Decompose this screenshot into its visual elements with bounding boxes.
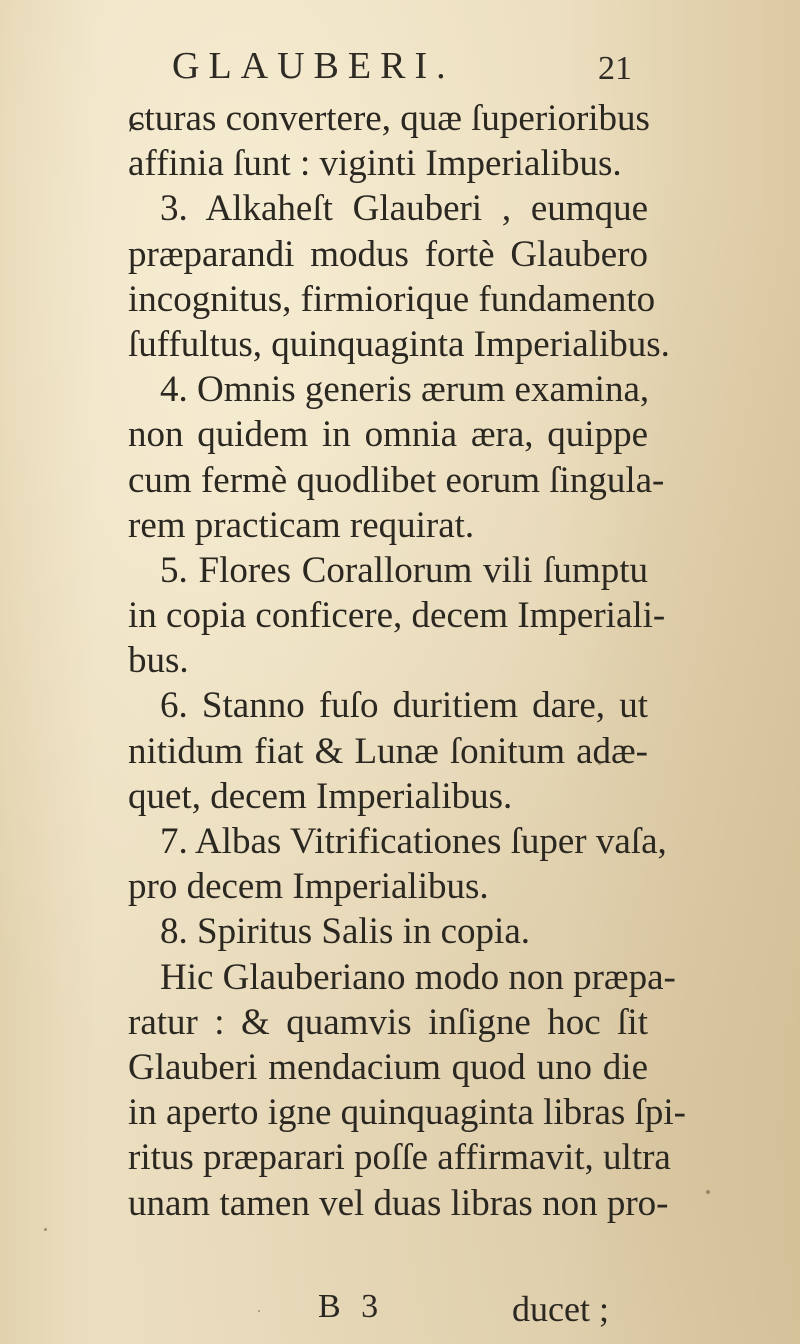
text-line: ritus præparari poſſe affirmavit, ultra	[128, 1137, 671, 1179]
text-line: cum fermè quodlibet eorum ſingula-	[128, 459, 665, 501]
text-line: Glauberi mendacium quod uno die	[128, 1046, 648, 1088]
catchword: ducet ;	[512, 1289, 609, 1329]
text-line: Hic Glauberiano modo non præpa-	[160, 956, 676, 998]
text-line: unam tamen vel duas libras non pro-	[128, 1182, 669, 1224]
text-line: ſuffultus, quinquaginta Imperialibus.	[128, 323, 670, 365]
text-line: nitidum fiat & Lunæ ſonitum adæ-	[128, 730, 648, 772]
text-line: quet, decem Imperialibus.	[128, 775, 513, 817]
text-line: in copia conficere, decem Imperiali-	[128, 595, 666, 637]
text-line: non quidem in omnia æra, quippe	[128, 414, 648, 456]
text-line: ratur : & quamvis inſigne hoc ſit	[128, 1001, 648, 1043]
page-number: 21	[598, 50, 632, 87]
page-footer	[0, 1288, 800, 1336]
text-line: rem practicam requirat.	[128, 504, 475, 546]
text-line: 8. Spiritus Salis in copia.	[160, 911, 530, 953]
signature-mark: B 3	[318, 1288, 385, 1325]
running-head: GLAUBERI.	[172, 45, 455, 87]
text-line: 3. Alkaheſt Glauberi , eumque	[160, 188, 648, 230]
paper-speck	[258, 1310, 260, 1312]
text-line: 5. Flores Corallorum vili ſumptu	[160, 549, 648, 591]
text-line: pro decem Imperialibus.	[128, 866, 489, 908]
text-line: 7. Albas Vitrificationes ſuper vaſa,	[160, 821, 667, 862]
text-line: præparandi modus fortè Glaubero	[128, 233, 648, 275]
text-line: ɕturas convertere, quæ ſuperioribus	[128, 98, 650, 139]
text-line: in aperto igne quinquaginta libras ſpi-	[128, 1092, 686, 1134]
paper-speck	[706, 1190, 710, 1194]
text-line: incognitus, firmiorique fundamento	[128, 278, 656, 320]
text-line: 6. Stanno fuſo duritiem dare, ut	[160, 685, 648, 727]
text-line: affinia ſunt : viginti Imperialibus.	[128, 143, 622, 185]
text-line: 4. Omnis generis ærum examina,	[160, 369, 650, 411]
page-header	[0, 44, 800, 94]
paper-speck	[44, 1228, 47, 1231]
paper-speck	[598, 762, 601, 765]
body-text	[128, 96, 686, 1226]
text-line: bus.	[128, 640, 189, 682]
